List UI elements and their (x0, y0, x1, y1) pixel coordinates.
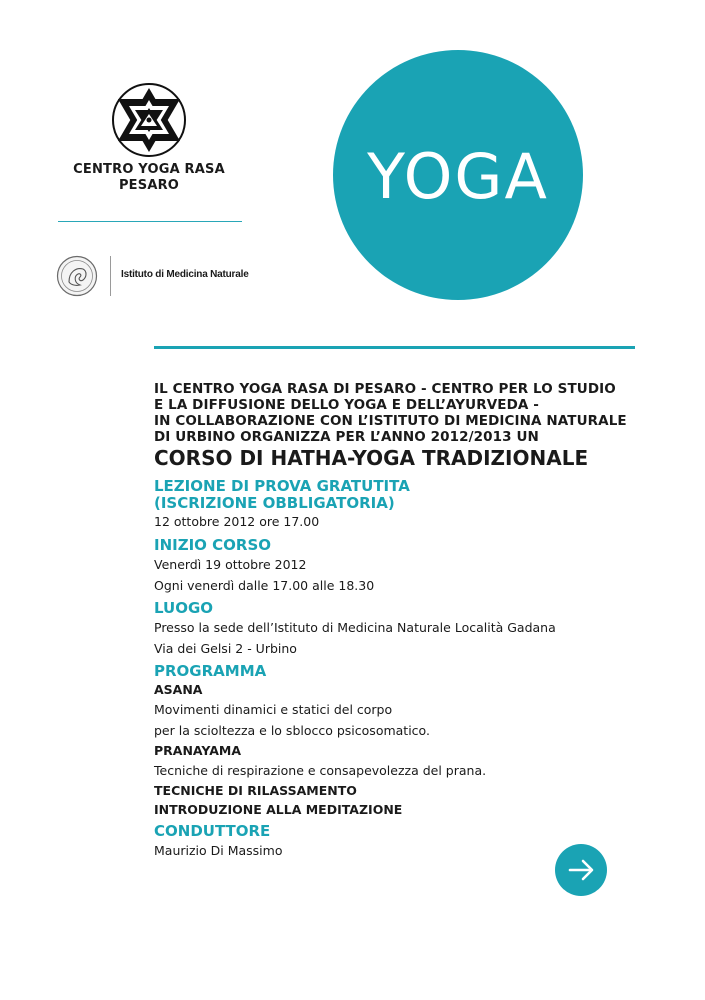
inizio-heading: INIZIO CORSO (154, 536, 272, 554)
intro-line: IL CENTRO YOGA RASA DI PESARO - CENTRO PER LO STUDIO (154, 381, 616, 397)
istituto-seal-icon (56, 255, 98, 297)
luogo-line: Presso la sede dell’Istituto di Medicina Naturale Località Gadana (154, 620, 556, 635)
left-divider (58, 221, 242, 222)
programma-heading: PROGRAMMA (154, 662, 267, 680)
prova-heading-line1: LEZIONE DI PROVA GRATUTITA (154, 477, 410, 495)
inizio-line: Ogni venerdì dalle 17.00 alle 18.30 (154, 578, 375, 593)
luogo-heading: LUOGO (154, 599, 214, 617)
istituto-name: Istituto di Medicina Naturale (121, 269, 249, 280)
rilassamento-title: TECNICHE DI RILASSAMENTO (154, 783, 357, 798)
intro-line: DI URBINO ORGANIZZA PER L’ANNO 2012/2013 UN (154, 429, 539, 445)
asana-line: per la scioltezza e lo sblocco psicosomatico. (154, 723, 430, 738)
intro-line: IN COLLABORAZIONE CON L’ISTITUTO DI MEDICINA NATURALE (154, 413, 627, 429)
pranayama-line: Tecniche di respirazione e consapevolezza del prana. (154, 763, 487, 778)
conduttore-name: Maurizio Di Massimo (154, 843, 283, 858)
asana-line: Movimenti dinamici e statici del corpo (154, 702, 393, 717)
conduttore-heading: CONDUTTORE (154, 822, 271, 840)
main-divider (154, 346, 635, 349)
prova-date: 12 ottobre 2012 ore 17.00 (154, 514, 320, 529)
istituto-divider (110, 256, 111, 296)
center-name-line2: PESARO (118, 178, 180, 193)
luogo-line: Via dei Gelsi 2 - Urbino (154, 641, 297, 656)
arrow-right-icon (555, 844, 607, 896)
center-name-line1: CENTRO YOGA RASA (73, 162, 225, 177)
yoga-title: YOGA (367, 140, 549, 213)
prova-heading-line2: (ISCRIZIONE OBBLIGATORIA) (154, 494, 395, 512)
meditazione-title: INTRODUZIONE ALLA MEDITAZIONE (154, 802, 403, 817)
course-title: CORSO DI HATHA-YOGA TRADIZIONALE (154, 446, 589, 470)
pranayama-title: PRANAYAMA (154, 743, 242, 758)
asana-title: ASANA (154, 682, 203, 697)
center-name (60, 162, 238, 194)
sri-yantra-icon (111, 82, 187, 158)
inizio-line: Venerdì 19 ottobre 2012 (154, 557, 307, 572)
content-column (154, 381, 654, 861)
yoga-circle (333, 50, 583, 300)
next-arrow-button[interactable] (555, 844, 607, 896)
intro-line: E LA DIFFUSIONE DELLO YOGA E DELL’AYURVEDA - (154, 397, 539, 413)
